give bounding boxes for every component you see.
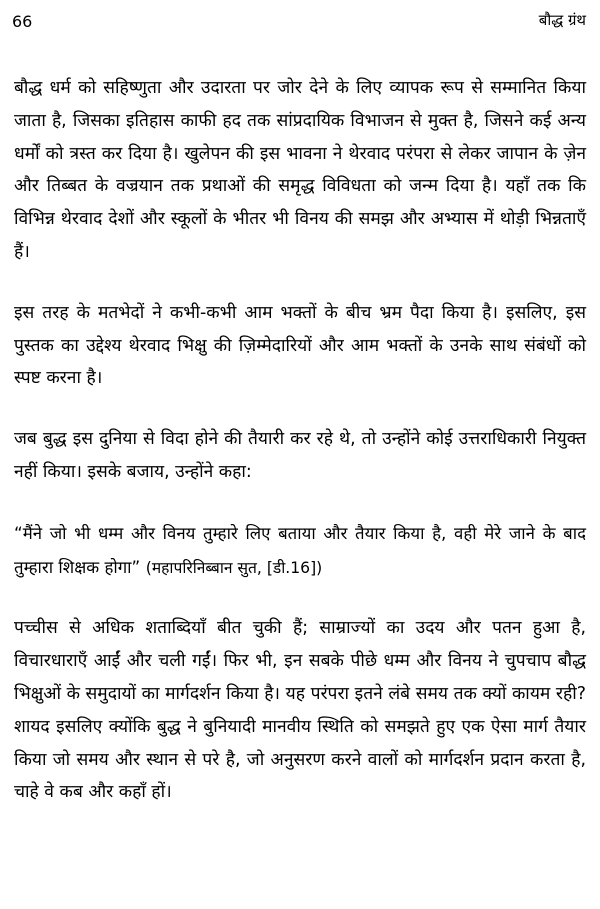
page-number: 66 xyxy=(12,12,33,31)
paragraph-closing: पच्चीस से अधिक शताब्दियाँ बीत चुकी हैं; साम्राज्यों का उदय और पतन हुआ है, विचारधाराएँ आईं और चली गईं। फिर भी, इन सबके पीछे धम्म और विनय ने चुपचाप बौद्ध भिक्षुओं के समुदायों का मार्गदर्शन किया है। यह परंपरा इतने लंबे समय तक क्यों कायम रही? शायद इसलिए क्योंकि बुद्ध ने बुनियादी मानवीय स्थिति को समझते हुए एक ऐसा मार्ग तैयार किया जो समय और स्थान से परे है, जो अनुसरण करने वालों को मार्गदर्शन प्रदान करता है, चाहे वे कब और कहाँ हों। xyxy=(14,618,586,803)
paragraph-purpose: इस तरह के मतभेदों ने कभी-कभी आम भक्तों के बीच भ्रम पैदा किया है। इसलिए, इस पुस्तक का उद्देश्य थेरवाद भिक्षु की ज़िम्मेदारियों और आम भक्तों के उनके साथ संबंधों को स्पष्ट करना है। xyxy=(14,302,586,389)
body-text xyxy=(14,72,586,809)
paragraph-tolerance: बौद्ध धर्म को सहिष्णुता और उदारता पर जोर देने के लिए व्यापक रूप से सम्मानित किया जाता है, जिसका इतिहास काफी हद तक सांप्रदायिक विभाजन से मुक्त है, जिसने कई अन्य धर्मों को त्रस्त कर दिया है। खुलेपन की इस भावना ने थेरवाद परंपरा से लेकर जापान के ज़ेन और तिब्बत के वज्रयान तक प्रथाओं की समृद्ध विविधता को जन्म दिया है। यहाँ तक कि विभिन्न थेरवाद देशों और स्कूलों के भीतर भी विनय की समझ और अभ्यास में थोड़ी भिन्नताएँ हैं। xyxy=(14,78,586,262)
quote-citation: (महापरिनिब्बान सुत, [डी.16]) xyxy=(145,558,323,577)
paragraph-succession: जब बुद्ध इस दुनिया से विदा होने की तैयारी कर रहे थे, तो उन्होंने कोई उत्तराधिकारी नियुक्त नहीं किया। इसके बजाय, उन्होंने कहा: xyxy=(14,429,586,482)
buddha-quote xyxy=(14,517,586,585)
quote-text: “मैंने जो भी धम्म और विनय तुम्हारे लिए बताया और तैयार किया है, वही मेरे जाने के बाद तुम्हारा शिक्षक होगा” xyxy=(14,522,586,577)
running-title: बौद्ध ग्रंथ xyxy=(538,11,586,29)
